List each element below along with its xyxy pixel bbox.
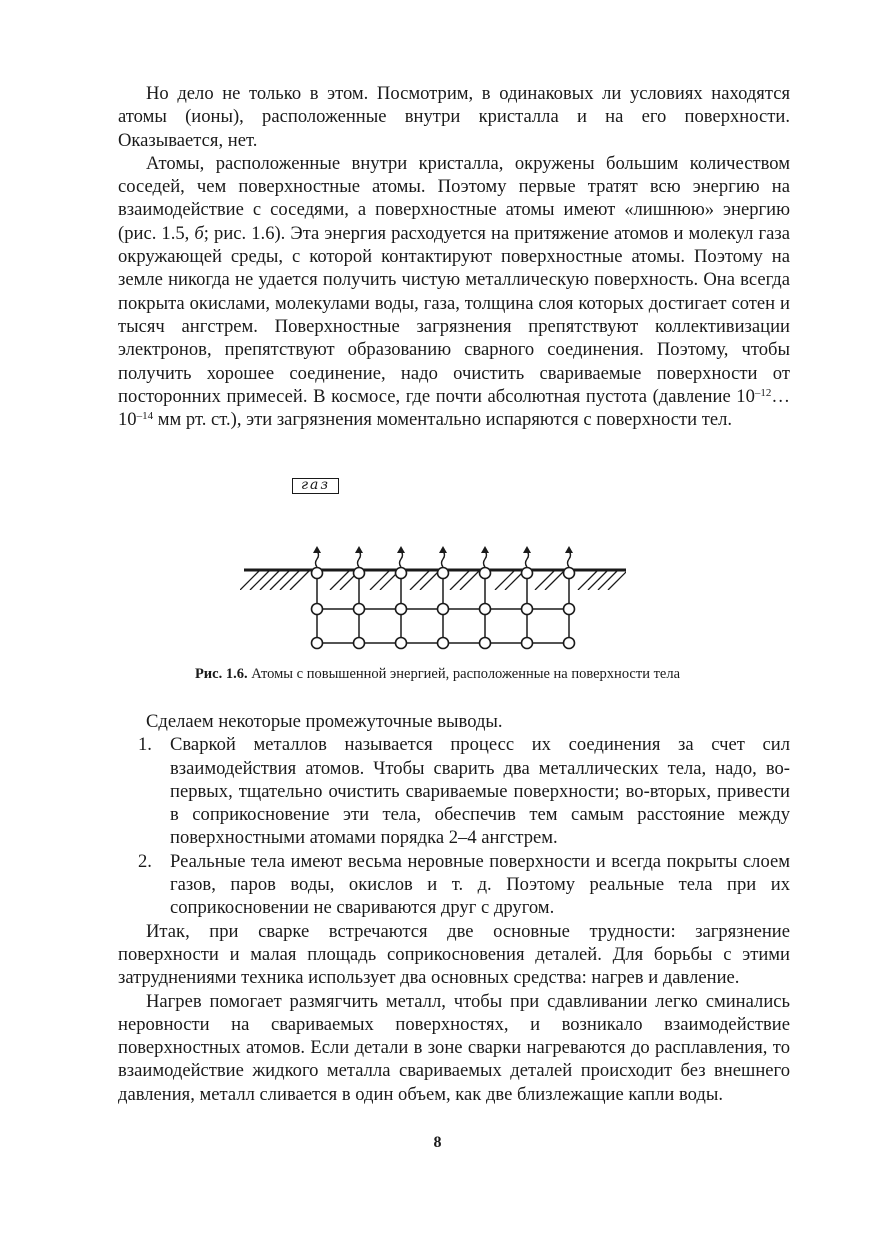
paragraph-2-part-3: мм рт. ст.), эти загрязнения моментально испаряются с поверхности тел. (153, 409, 733, 431)
page-number: 8 (433, 1134, 442, 1151)
list-item (118, 733, 790, 849)
exponent-1: –12 (754, 386, 772, 399)
gas-label-box: газ (292, 478, 339, 494)
paragraph-3: Итак, при сварке встречаются две основные трудности: загрязнение поверхности и малая площадь соприкосновения деталей. Для борьбы с этими затруднениями техника использует два основных средства: нагрев и давление. (118, 920, 790, 989)
energy-arrows (316, 551, 571, 567)
exponent-2: –14 (136, 410, 154, 423)
list-text: Сваркой металлов называется процесс их соединения за счет сил взаимодействия атомов. Чтобы сварить два металлических тела, надо, во-первых, тщательно очистить свариваемые поверхности; во-вторых, привести в соприкосновение эти тела, обеспечив тем самым расстояние между поверхностными атомами порядка 2–4 ангстрем. (170, 734, 790, 849)
paragraph-2-italic: б (194, 222, 204, 244)
paragraph-2-part-1: Атомы, расположенные внутри кристалла, окружены большим количеством соседей, чем поверхностные атомы. Поэтому первые тратят всю энергию на взаимодействие с соседями, а поверхностные атомы имеют «лишнюю» энергию (рис. 1.5, (118, 152, 790, 244)
lower-text-block (118, 710, 790, 1106)
paragraph-4: Нагрев помогает размягчить металл, чтобы при сдавливании легко сминались неровности на свариваемых поверхностях, и возникало взаимодействие поверхностных атомов. Если детали в зоне сварки нагреваются до расплавления, то взаимодействие жидкого металла свариваемых деталей происходит без внешнего давления, металл сливается в один объем, как две близлежащие капли воды. (118, 990, 790, 1105)
paragraph-2-part-2: ; рис. 1.6). Эта энергия расходуется на притяжение атомов и молекул газа окружающей среды, с которой контактируют поверхностные атомы. Поэтому на земле никогда не удается получить чистую металлическую поверхность. Она всегда покрыта окислами, молекулами воды, газа, толщина слоя которых достигает сотен и тысяч ангстрем. Поверхностные загрязнения препятствуют коллективизации электронов, препятствуют образованию сварного соединения. Поэтому, чтобы получить хорошее соединение, надо очистить свариваемые поверхности от посторонних примесей. В космосе, где почти абсолютная пустота (давление 10 (118, 222, 790, 407)
paragraph-2-mid: …10 (118, 385, 790, 431)
caption-label: Рис. 1.6. (194, 666, 248, 682)
list-text: Реальные тела имеют весьма неровные поверхности и всегда покрыты слоем газов, паров воды, окислов и т. д. Поэтому реальные тела при их соприкосновении не свариваются друг с другом. (170, 850, 790, 919)
list-item (118, 850, 790, 920)
list-number: 2. (138, 850, 152, 872)
caption-text: Атомы с повышенной энергией, расположенные на поверхности тела (247, 666, 681, 682)
figure-caption (0, 664, 875, 684)
arrow-heads (313, 546, 573, 553)
paragraph-1: Но дело не только в этом. Посмотрим, в одинаковых ли условиях находятся атомы (ионы), расположенные внутри кристалла и на его поверхности. Оказывается, нет. (118, 83, 790, 151)
conclusions-intro: Сделаем некоторые промежуточные выводы. (146, 711, 503, 732)
list-number: 1. (138, 734, 152, 756)
